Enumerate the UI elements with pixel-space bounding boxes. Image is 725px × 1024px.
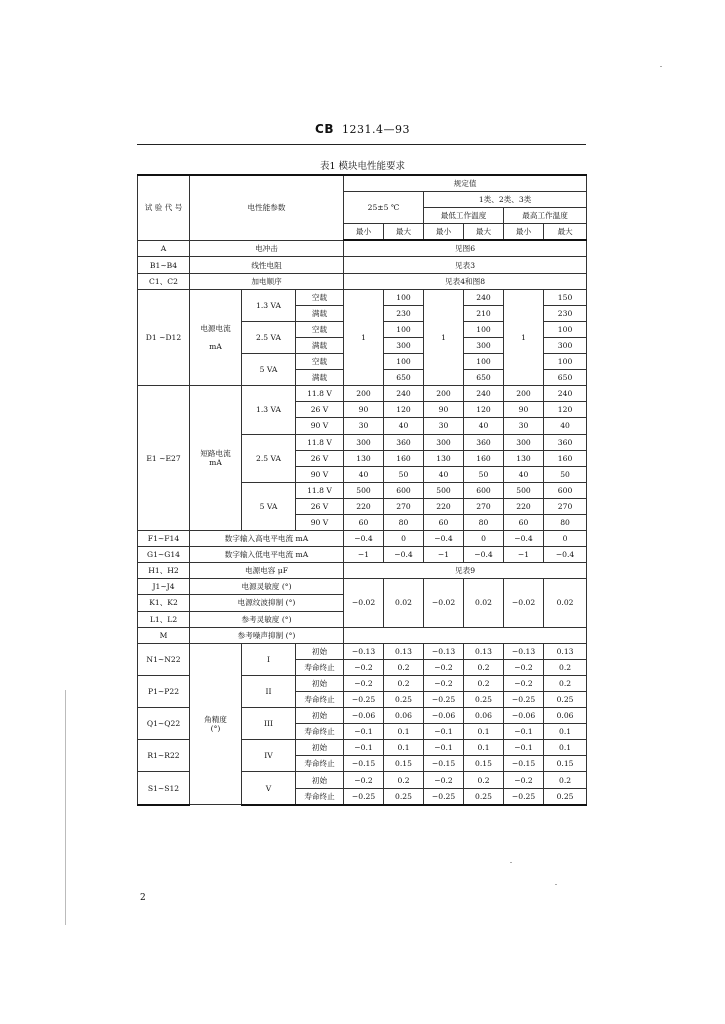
d-maxlow: 300 — [464, 337, 504, 353]
e-val: 60 — [424, 514, 464, 530]
jkl-val: 0.02 — [464, 579, 504, 627]
d-code: D1 ~D12 — [138, 289, 190, 386]
d-max25: 100 — [384, 289, 424, 305]
e-val: 200 — [344, 386, 384, 402]
e-va: 2.5 VA — [242, 434, 296, 482]
table-row — [138, 643, 587, 659]
row-param: 线性电阻 — [190, 257, 344, 273]
acc-param-name: 角精度 — [204, 714, 227, 724]
h-param-unit: μF — [277, 566, 289, 576]
acc-state: 寿命终止 — [296, 724, 344, 740]
e-val: 300 — [344, 434, 384, 450]
d-maxlow: 650 — [464, 370, 504, 386]
d-maxlow: 100 — [464, 354, 504, 370]
d-param-name: 电源电流 — [200, 323, 231, 333]
header-min: 最小 — [344, 224, 384, 241]
table-row — [138, 547, 587, 563]
e-val: 500 — [424, 482, 464, 498]
acc-val: −0.13 — [424, 643, 464, 659]
e-val: 600 — [464, 482, 504, 498]
acc-val: −0.15 — [344, 756, 384, 772]
e-val: 240 — [544, 386, 587, 402]
acc-val: 0.15 — [544, 756, 587, 772]
acc-state: 初始 — [296, 740, 344, 756]
j-param — [190, 579, 344, 595]
e-val: 130 — [424, 450, 464, 466]
acc-val: −0.13 — [344, 643, 384, 659]
e-val: 200 — [424, 386, 464, 402]
e-volt: 26 V — [296, 450, 344, 466]
header-rule — [137, 144, 586, 145]
page-number: 2 — [140, 893, 146, 903]
header-classes: 1类、2类、3类 — [424, 192, 587, 208]
row-param: 电冲击 — [190, 240, 344, 257]
e-val: 160 — [384, 450, 424, 466]
acc-val: 0.1 — [464, 740, 504, 756]
l-param — [190, 611, 344, 627]
acc-state: 初始 — [296, 772, 344, 788]
k-param-unit: (°) — [285, 598, 296, 608]
g-val: −0.4 — [544, 547, 587, 563]
acc-val: −0.25 — [344, 788, 384, 805]
e-val: 90 — [344, 402, 384, 418]
d-max25: 100 — [384, 321, 424, 337]
acc-val: 0.25 — [544, 692, 587, 708]
e-param — [190, 386, 242, 531]
e-volt: 90 V — [296, 418, 344, 434]
f-code: F1~F14 — [138, 531, 190, 547]
d-minlow: 1 — [424, 289, 464, 386]
e-val: 120 — [464, 402, 504, 418]
acc-val: 0.2 — [384, 675, 424, 691]
e-val: 40 — [424, 466, 464, 482]
row-code: C1、C2 — [138, 273, 190, 289]
row-code: A — [138, 240, 190, 257]
e-val: 40 — [504, 466, 544, 482]
header-max: 最大 — [384, 224, 424, 241]
e-val: 360 — [384, 434, 424, 450]
row-value: 见表3 — [344, 257, 587, 273]
acc-val: 0.25 — [544, 788, 587, 805]
acc-val: −0.1 — [344, 724, 384, 740]
acc-param — [190, 643, 242, 804]
e-val: 120 — [544, 402, 587, 418]
acc-val: −0.13 — [504, 643, 544, 659]
table-row — [138, 257, 587, 273]
d-param — [190, 289, 242, 386]
page-header — [0, 122, 725, 136]
e-code: E1 ~E27 — [138, 386, 190, 531]
acc-val: −0.2 — [424, 675, 464, 691]
g-val: −1 — [344, 547, 384, 563]
header-min-temp: 最低工作温度 — [424, 208, 504, 224]
acc-val: −0.2 — [424, 772, 464, 788]
e-val: 80 — [464, 514, 504, 530]
acc-val: 0.1 — [384, 724, 424, 740]
row-value: 见图6 — [344, 240, 587, 257]
acc-val: −0.06 — [344, 708, 384, 724]
e-volt: 11.8 V — [296, 482, 344, 498]
acc-val: 0.13 — [384, 643, 424, 659]
d-max25: 300 — [384, 337, 424, 353]
e-val: 500 — [344, 482, 384, 498]
header-temp25: 25±5 ℃ — [344, 192, 424, 224]
scan-speck — [660, 66, 662, 67]
g-val: −1 — [504, 547, 544, 563]
standard-number: 1231.4—93 — [341, 123, 410, 136]
g-val: −0.4 — [464, 547, 504, 563]
standard-prefix: CB — [315, 122, 334, 136]
acc-val: −0.2 — [504, 675, 544, 691]
acc-val: −0.1 — [504, 740, 544, 756]
m-param — [190, 627, 344, 643]
e-val: 270 — [544, 498, 587, 514]
f-param-unit: mA — [295, 534, 309, 544]
acc-val: −0.2 — [424, 659, 464, 675]
acc-val: −0.25 — [504, 692, 544, 708]
acc-val: −0.2 — [344, 659, 384, 675]
acc-val: 0.2 — [544, 772, 587, 788]
row-value: 见表4和图8 — [344, 273, 587, 289]
e-param-name: 短路电流 — [200, 449, 231, 459]
acc-val: 0.2 — [464, 675, 504, 691]
acc-val: 0.1 — [544, 740, 587, 756]
jkl-val: −0.02 — [504, 579, 544, 627]
h-value: 见表9 — [344, 563, 587, 579]
d-maxhigh: 100 — [544, 321, 587, 337]
m-param-unit: (°) — [285, 630, 296, 640]
d-load: 满载 — [296, 370, 344, 386]
acc-val: −0.1 — [424, 740, 464, 756]
e-val: 80 — [384, 514, 424, 530]
h-param-name: 电源电容 — [245, 566, 276, 576]
acc-class: IV — [242, 740, 296, 772]
f-val: 0 — [464, 531, 504, 547]
e-val: 220 — [504, 498, 544, 514]
e-val: 50 — [544, 466, 587, 482]
jkl-val: −0.02 — [344, 579, 384, 627]
e-val: 600 — [384, 482, 424, 498]
m-code: M — [138, 627, 190, 643]
f-param — [190, 531, 344, 547]
table-row — [138, 531, 587, 547]
d-load: 满载 — [296, 305, 344, 321]
e-volt: 26 V — [296, 498, 344, 514]
e-val: 30 — [344, 418, 384, 434]
e-val: 40 — [344, 466, 384, 482]
jkl-val: 0.02 — [384, 579, 424, 627]
header-param: 电性能参数 — [190, 175, 344, 240]
acc-val: −0.25 — [504, 788, 544, 805]
e-val: 240 — [384, 386, 424, 402]
acc-val: 0.25 — [464, 788, 504, 805]
e-val: 80 — [544, 514, 587, 530]
header-test-code: 试 验 代 号 — [138, 175, 190, 240]
d-maxhigh: 300 — [544, 337, 587, 353]
e-val: 90 — [424, 402, 464, 418]
d-load: 空载 — [296, 289, 344, 305]
e-val: 360 — [544, 434, 587, 450]
e-val: 120 — [384, 402, 424, 418]
g-param-name: 数字输入低电平电流 — [224, 550, 294, 560]
scan-speck — [555, 884, 557, 885]
acc-val: 0.1 — [384, 740, 424, 756]
d-va: 5 VA — [242, 354, 296, 386]
e-val: 220 — [424, 498, 464, 514]
table-row — [138, 563, 587, 579]
acc-val: 0.06 — [464, 708, 504, 724]
e-volt: 26 V — [296, 402, 344, 418]
acc-val: 0.2 — [384, 659, 424, 675]
acc-val: −0.2 — [344, 675, 384, 691]
d-maxhigh: 150 — [544, 289, 587, 305]
d-param-unit: mA — [209, 341, 222, 351]
acc-val: 0.25 — [384, 692, 424, 708]
acc-val: 0.2 — [544, 675, 587, 691]
header-max-temp: 最高工作温度 — [504, 208, 587, 224]
f-val: −0.4 — [424, 531, 464, 547]
g-code: G1~G14 — [138, 547, 190, 563]
acc-val: −0.2 — [504, 772, 544, 788]
acc-val: 0.1 — [464, 724, 504, 740]
acc-val: 0.13 — [544, 643, 587, 659]
f-param-name: 数字输入高电平电流 — [224, 534, 294, 544]
e-val: 200 — [504, 386, 544, 402]
k-param — [190, 595, 344, 611]
d-load: 满载 — [296, 337, 344, 353]
j-param-name: 电源灵敏度 — [241, 582, 280, 592]
acc-state: 寿命终止 — [296, 659, 344, 675]
e-val: 360 — [464, 434, 504, 450]
m-param-name: 参考噪声抑制 — [237, 630, 284, 640]
h-code: H1、H2 — [138, 563, 190, 579]
header-min: 最小 — [424, 224, 464, 241]
d-max25: 650 — [384, 370, 424, 386]
l-code: L1、L2 — [138, 611, 190, 627]
electrical-performance-table — [137, 174, 587, 806]
acc-class: I — [242, 643, 296, 675]
k-param-name: 电源纹波抑制 — [237, 598, 284, 608]
header-min: 最小 — [504, 224, 544, 241]
e-val: 240 — [464, 386, 504, 402]
acc-val: −0.06 — [504, 708, 544, 724]
e-val: 270 — [464, 498, 504, 514]
acc-val: 0.06 — [544, 708, 587, 724]
e-va: 1.3 VA — [242, 386, 296, 434]
row-code: B1~B4 — [138, 257, 190, 273]
e-val: 90 — [504, 402, 544, 418]
acc-val: −0.2 — [344, 772, 384, 788]
e-val: 30 — [504, 418, 544, 434]
e-val: 50 — [384, 466, 424, 482]
e-volt: 90 V — [296, 514, 344, 530]
acc-state: 寿命终止 — [296, 692, 344, 708]
acc-code: N1~N22 — [138, 643, 190, 675]
e-volt: 90 V — [296, 466, 344, 482]
jkl-val: −0.02 — [424, 579, 464, 627]
acc-state: 寿命终止 — [296, 788, 344, 805]
row-param: 加电顺序 — [190, 273, 344, 289]
d-maxhigh: 650 — [544, 370, 587, 386]
k-code: K1、K2 — [138, 595, 190, 611]
table-container — [137, 174, 586, 806]
acc-val: 0.2 — [384, 772, 424, 788]
e-val: 130 — [344, 450, 384, 466]
acc-param-unit: (°) — [210, 723, 221, 733]
d-maxlow: 210 — [464, 305, 504, 321]
d-max25: 100 — [384, 354, 424, 370]
acc-code: R1~R22 — [138, 740, 190, 772]
e-val: 30 — [424, 418, 464, 434]
j-param-unit: (°) — [281, 582, 292, 592]
g-val: −1 — [424, 547, 464, 563]
table-row — [138, 386, 587, 402]
acc-val: 0.06 — [384, 708, 424, 724]
d-maxlow: 100 — [464, 321, 504, 337]
acc-val: 0.2 — [464, 659, 504, 675]
acc-code: Q1~Q22 — [138, 708, 190, 740]
table-row — [138, 627, 587, 643]
acc-val: 0.25 — [384, 788, 424, 805]
e-val: 130 — [504, 450, 544, 466]
acc-val: 0.2 — [544, 659, 587, 675]
header-max: 最大 — [464, 224, 504, 241]
scan-speck — [510, 862, 512, 863]
e-va: 5 VA — [242, 482, 296, 530]
e-val: 60 — [344, 514, 384, 530]
d-min25: 1 — [344, 289, 384, 386]
e-val: 50 — [464, 466, 504, 482]
g-val: −0.4 — [384, 547, 424, 563]
e-val: 40 — [464, 418, 504, 434]
acc-val: −0.1 — [504, 724, 544, 740]
table-row — [138, 579, 587, 595]
acc-val: 0.1 — [544, 724, 587, 740]
g-param — [190, 547, 344, 563]
g-param-unit: mA — [295, 550, 309, 560]
table-row — [138, 240, 587, 257]
acc-val: 0.25 — [464, 692, 504, 708]
d-va: 2.5 VA — [242, 321, 296, 353]
h-param — [190, 563, 344, 579]
acc-state: 寿命终止 — [296, 756, 344, 772]
e-param-unit: mA — [209, 458, 222, 468]
d-maxlow: 240 — [464, 289, 504, 305]
e-val: 60 — [504, 514, 544, 530]
table-row — [138, 289, 587, 305]
table-row — [138, 273, 587, 289]
e-val: 160 — [464, 450, 504, 466]
acc-state: 初始 — [296, 708, 344, 724]
f-val: −0.4 — [344, 531, 384, 547]
acc-val: −0.2 — [504, 659, 544, 675]
e-val: 300 — [424, 434, 464, 450]
acc-val: −0.25 — [424, 788, 464, 805]
acc-state: 初始 — [296, 675, 344, 691]
acc-class: III — [242, 708, 296, 740]
acc-state: 初始 — [296, 643, 344, 659]
acc-code: S1~S12 — [138, 772, 190, 805]
acc-val: −0.25 — [344, 692, 384, 708]
j-code: J1~J4 — [138, 579, 190, 595]
jkl-val: 0.02 — [544, 579, 587, 627]
scan-margin-line — [65, 690, 66, 925]
d-minhigh: 1 — [504, 289, 544, 386]
e-volt: 11.8 V — [296, 434, 344, 450]
acc-val: −0.15 — [424, 756, 464, 772]
e-val: 40 — [384, 418, 424, 434]
acc-val: 0.15 — [464, 756, 504, 772]
acc-val: 0.2 — [464, 772, 504, 788]
e-val: 600 — [544, 482, 587, 498]
header-spec: 规定值 — [344, 175, 587, 192]
f-val: −0.4 — [504, 531, 544, 547]
e-val: 500 — [504, 482, 544, 498]
acc-val: 0.15 — [384, 756, 424, 772]
e-val: 220 — [344, 498, 384, 514]
f-val: 0 — [544, 531, 587, 547]
d-maxhigh: 100 — [544, 354, 587, 370]
e-val: 300 — [504, 434, 544, 450]
e-val: 160 — [544, 450, 587, 466]
d-load: 空载 — [296, 354, 344, 370]
acc-val: −0.25 — [424, 692, 464, 708]
e-volt: 11.8 V — [296, 386, 344, 402]
acc-class: II — [242, 675, 296, 707]
acc-val: −0.1 — [344, 740, 384, 756]
e-val: 270 — [384, 498, 424, 514]
l-param-name: 参考灵敏度 — [241, 614, 280, 624]
d-maxhigh: 230 — [544, 305, 587, 321]
m-empty — [344, 627, 587, 643]
d-load: 空载 — [296, 321, 344, 337]
acc-code: P1~P22 — [138, 675, 190, 707]
d-max25: 230 — [384, 305, 424, 321]
acc-class: V — [242, 772, 296, 805]
d-va: 1.3 VA — [242, 289, 296, 321]
f-val: 0 — [384, 531, 424, 547]
table-caption: 表1 模块电性能要求 — [319, 161, 406, 172]
header-max: 最大 — [544, 224, 587, 241]
acc-val: 0.13 — [464, 643, 504, 659]
l-param-unit: (°) — [281, 614, 292, 624]
header-row-1 — [138, 175, 587, 192]
acc-val: −0.1 — [424, 724, 464, 740]
acc-val: −0.06 — [424, 708, 464, 724]
e-val: 40 — [544, 418, 587, 434]
acc-val: −0.15 — [504, 756, 544, 772]
